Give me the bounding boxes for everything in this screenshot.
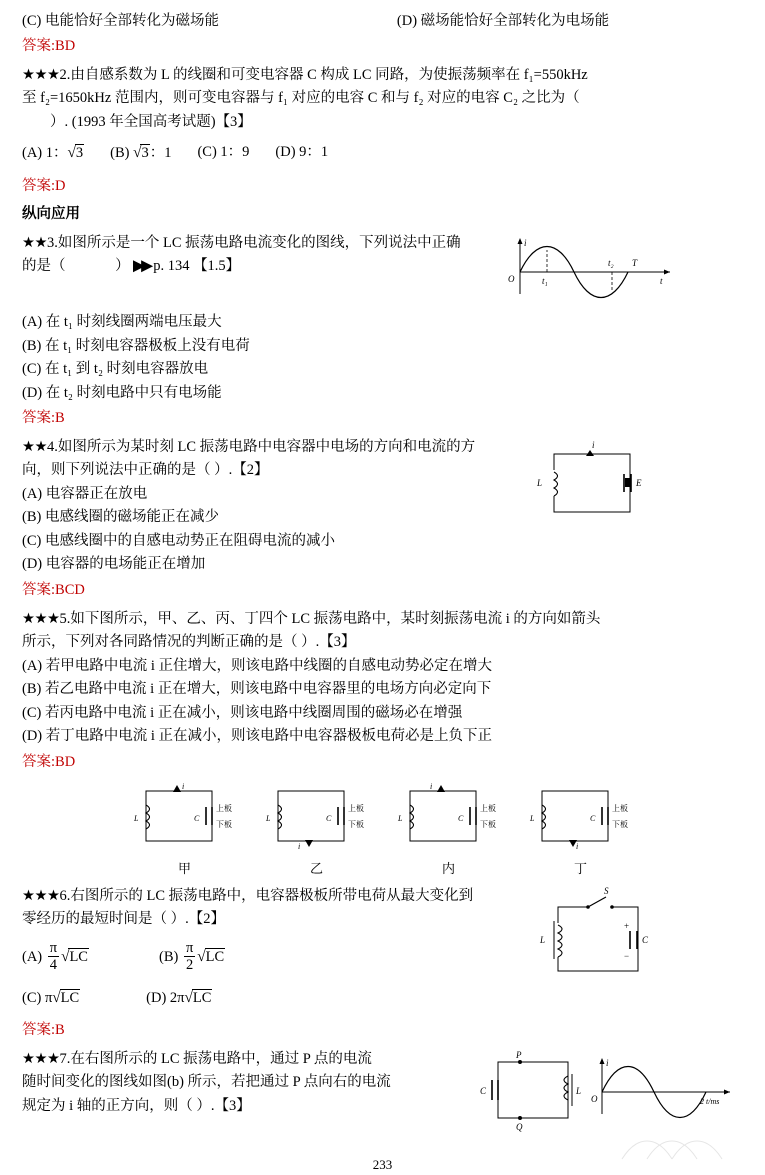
- q5-option-a: (A) 若甲电路中电流 i 正住增大，则该电路中线圈的自感电动势必定在增大: [22, 657, 493, 674]
- question-7: [22, 1048, 743, 1141]
- q5-option-b: (B) 若乙电路中电流 i 正在增大，则该电路中电容器里的电场方向必定向下: [22, 681, 492, 698]
- svg-text:T: T: [632, 257, 638, 268]
- q6-option-d: [146, 986, 212, 1010]
- q3-option-b: (B) 在 t₁ 时刻电容器极板上没有电荷: [22, 337, 250, 354]
- answer-q5: [22, 751, 743, 773]
- q2-line1: [22, 64, 743, 86]
- svg-text:上板: 上板: [479, 804, 496, 814]
- top-option-d: (D) 磁场能恰好全部转化为电场能: [396, 13, 610, 29]
- q6-option-b-denominator: 2: [184, 956, 195, 974]
- q3-option-c: (C) 在 t₁ 到 t₂ 时刻电容器放电: [22, 361, 209, 378]
- q2-option-c: (C) 1：9: [197, 144, 250, 161]
- answer-q2: [22, 175, 743, 197]
- svg-text:L: L: [540, 934, 546, 945]
- sqrt-icon: √3: [133, 144, 149, 162]
- svg-text:L: L: [397, 814, 402, 824]
- q6-option-a: [22, 941, 89, 974]
- q6-option-b: [159, 941, 225, 974]
- page-number: 233: [372, 1157, 393, 1173]
- answer-label: 答案:: [22, 410, 56, 427]
- question-2: [22, 64, 743, 197]
- q4-number: 4.: [47, 438, 58, 455]
- q5-figures: [22, 779, 743, 879]
- svg-text:Q: Q: [516, 1121, 523, 1132]
- svg-text:O: O: [508, 273, 515, 284]
- q7-line3: 规定为 i 轴的正方向，则（ ）.【3】: [22, 1097, 251, 1114]
- q5-figure-2: [254, 779, 380, 879]
- svg-text:C: C: [193, 814, 199, 824]
- q5-line1: [22, 608, 743, 630]
- lc-circuit-and-graph: [472, 1048, 742, 1134]
- svg-text:C: C: [642, 934, 649, 945]
- q2-number: 2.: [59, 66, 71, 83]
- q2-option-d: (D) 9：1: [275, 144, 329, 161]
- q3-line2: [22, 255, 492, 277]
- question-3: [22, 232, 743, 430]
- q6-options-row2: [22, 986, 522, 1010]
- sqrt-icon: √LC: [197, 947, 225, 965]
- answer-value: D: [55, 177, 66, 194]
- q5-option-c: (C) 若丙电路中电流 i 正在减小，则该电路中线圈周围的磁场必在增强: [22, 704, 463, 721]
- q4-figure: [532, 436, 652, 535]
- q6-option-a-prefix: (A): [22, 948, 46, 965]
- svg-text:L: L: [576, 1085, 582, 1096]
- q3-line1: [22, 232, 492, 254]
- q6-option-a-radicand: LC: [69, 948, 88, 965]
- q6-option-a-numerator: π: [49, 939, 58, 956]
- answer-q6: [22, 1019, 743, 1041]
- svg-text:i: i: [575, 842, 578, 852]
- q3-reference: p. 134 【1.5】: [153, 258, 241, 275]
- q4-option-c: (C) 电感线圈中的自感电动势正在阻碍电流的减小: [22, 532, 335, 549]
- svg-text:i: i: [592, 439, 595, 450]
- lc-circuit-jia: [122, 779, 248, 853]
- current-waveform-graph: [502, 232, 677, 304]
- top-options-row: [22, 10, 743, 32]
- lc-circuit-bing: [386, 779, 512, 853]
- svg-text:E: E: [636, 477, 642, 488]
- svg-text:C: C: [480, 1085, 487, 1096]
- q4-option-a: (A) 电容器正在放电: [22, 485, 148, 502]
- svg-text:下板: 下板: [479, 820, 496, 830]
- svg-text:C: C: [589, 814, 595, 824]
- q6-option-a-denominator: 4: [48, 956, 59, 974]
- q5-stars: ★★★: [22, 610, 60, 627]
- q2-text1: 由自感系数为 L 的线圈和可变电容器 C 构成 LC 同路，为使振荡频率在 f₁=550kHz: [70, 66, 588, 83]
- svg-text:i: i: [606, 1057, 609, 1068]
- svg-text:O: O: [591, 1093, 598, 1104]
- answer-label: 答案:: [22, 38, 56, 55]
- svg-text:t₁: t₁: [542, 275, 548, 286]
- sqrt-icon: √3: [67, 144, 84, 162]
- q4-stars: ★★: [22, 438, 47, 455]
- svg-text:上板: 上板: [215, 804, 232, 814]
- q2-option-a-label: (A) 1：: [22, 145, 68, 162]
- q5-figure-4-caption: 丁: [573, 860, 587, 876]
- q6-option-b-numerator: π: [185, 939, 194, 956]
- q6-option-c-radicand: LC: [60, 989, 80, 1006]
- top-option-c: (C) 电能恰好全部转化为磁场能: [22, 13, 219, 29]
- q7-line1: [22, 1048, 462, 1070]
- q6-line1: [22, 885, 522, 907]
- q3-text1: 如图所示是一个 LC 振荡电路电流变化的图线，下列说法中正确: [57, 234, 461, 251]
- svg-text:C: C: [325, 814, 331, 824]
- answer-value: BD: [55, 38, 76, 55]
- question-5: [22, 608, 743, 879]
- q6-figure: [532, 885, 662, 1002]
- q2-options: [22, 141, 743, 165]
- q7-text-col: [22, 1048, 462, 1118]
- q7-line2: 随时间变化的图线如图(b) 所示，若把通过 P 点向右的电流: [22, 1074, 391, 1091]
- svg-text:L: L: [529, 814, 534, 824]
- q2-option-a-radicand: 3: [75, 145, 84, 162]
- q2-option-a: [22, 141, 84, 165]
- svg-text:C: C: [457, 814, 463, 824]
- svg-text:i: i: [524, 237, 527, 248]
- q4-option-d: (D) 电容器的电场能正在增加: [22, 556, 206, 573]
- q6-option-d-prefix: (D) 2π: [146, 989, 185, 1006]
- svg-text:下板: 下板: [215, 820, 232, 830]
- sqrt-icon: √LC: [61, 947, 88, 965]
- q6-options-row1: [22, 941, 522, 974]
- q2-option-b: [110, 141, 171, 165]
- section-title: 纵向应用: [22, 206, 80, 223]
- q5-number: 5.: [59, 610, 71, 627]
- q6-number: 6.: [59, 887, 71, 904]
- svg-text:L: L: [133, 814, 138, 824]
- q6-stars: ★★★: [22, 887, 60, 904]
- q7-text1: 在右图所示的 LC 振荡电路中，通过 P 点的电流: [70, 1050, 372, 1067]
- sqrt-icon: √LC: [52, 988, 80, 1006]
- answer-q3: [22, 407, 743, 429]
- svg-text:S: S: [604, 885, 609, 896]
- svg-text:下板: 下板: [611, 820, 628, 830]
- svg-text:i: i: [429, 782, 432, 792]
- q3-number: 3.: [47, 234, 58, 251]
- svg-text:P: P: [516, 1049, 522, 1060]
- q6-line2: 零经历的最短时间是（ ）.【2】: [22, 911, 225, 928]
- question-4: [22, 436, 743, 602]
- q6-option-c-prefix: (C) π: [22, 989, 53, 1006]
- q6-option-c: [22, 986, 80, 1010]
- lc-circuit-yi: [254, 779, 380, 853]
- q5-figure-1-caption: 甲: [177, 860, 191, 876]
- q3-option-d: (D) 在 t₂ 时刻电路中只有电场能: [22, 384, 222, 401]
- question-6: [22, 885, 743, 1042]
- q3-text-col: [22, 232, 492, 279]
- svg-text:L: L: [537, 477, 543, 488]
- svg-text:上板: 上板: [611, 804, 628, 814]
- q5-figure-3: [386, 779, 512, 879]
- q4-option-b: (B) 电感线圈的磁场能正在减少: [22, 509, 219, 526]
- q3-figure: [502, 232, 677, 311]
- q5-figure-4: [518, 779, 644, 879]
- svg-text:−: −: [624, 950, 630, 961]
- q4-text1: 如图所示为某时刻 LC 振荡电路中电容器中电场的方向和电流的方: [57, 438, 476, 455]
- q5-figure-3-caption: 内: [441, 860, 455, 876]
- answer-label: 答案:: [22, 753, 56, 770]
- q4-line1: [22, 436, 522, 458]
- q5-text1: 如下图所示，甲、乙、丙、丁四个 LC 振荡电路中，某时刻振荡电流 i 的方向如箭头: [70, 610, 601, 627]
- q3-option-a: (A) 在 t₁ 时刻线圈两端电压最大: [22, 314, 222, 331]
- q6-option-d-radicand: LC: [192, 989, 212, 1006]
- q5-option-d: (D) 若丁电路中电流 i 正在减小，则该电路中电容器极板电荷必是上负下正: [22, 728, 493, 745]
- lc-circuit-ding: [518, 779, 644, 853]
- answer-value: B: [55, 410, 65, 427]
- q7-number: 7.: [59, 1050, 71, 1067]
- svg-text:2 t/ms: 2 t/ms: [700, 1096, 720, 1106]
- q6-option-b-radicand: LC: [205, 948, 225, 965]
- q5-line2: 所示，下列对各同路情况的判断正确的是（ ）.【3】: [22, 634, 356, 651]
- sqrt-icon: √LC: [184, 988, 212, 1006]
- q2-option-b-radicand: 3: [141, 145, 149, 162]
- q2-stars: ★★★: [22, 66, 60, 83]
- q4-line2: 向，则下列说法中正确的是（ ）.【2】: [22, 462, 269, 479]
- q7-stars: ★★★: [22, 1050, 60, 1067]
- q4-text-col: [22, 436, 522, 577]
- fraction-pi-over-4: [48, 941, 59, 974]
- q3-stars: ★★: [22, 234, 47, 251]
- q7-figure: [472, 1048, 742, 1141]
- svg-text:t: t: [660, 275, 663, 286]
- answer-value: B: [55, 1022, 65, 1039]
- svg-text:上板: 上板: [347, 804, 364, 814]
- q3-text2-pre: 的是（: [22, 258, 66, 275]
- q6-option-b-prefix: (B): [158, 948, 182, 965]
- svg-text:L: L: [265, 814, 270, 824]
- q3-text2-mid: ）: [115, 258, 130, 275]
- q2-option-b-prefix: (B): [110, 145, 134, 162]
- q5-figure-1: [122, 779, 248, 879]
- answer-label: 答案:: [22, 1022, 56, 1039]
- q6-text1: 右图所示的 LC 振荡电路中，电容器极板所带电荷从最大变化到: [70, 887, 474, 904]
- answer-q1: [22, 35, 743, 57]
- svg-text:i: i: [297, 842, 300, 852]
- answer-label: 答案:: [22, 177, 56, 194]
- fraction-pi-over-2: [184, 941, 195, 974]
- q5-figure-2-caption: 乙: [309, 860, 323, 876]
- svg-text:+: +: [624, 920, 630, 931]
- lc-circuit-diagram: [532, 436, 652, 528]
- q6-text-col: [22, 885, 522, 1009]
- lc-circuit-with-switch: [532, 885, 662, 995]
- answer-label: 答案:: [22, 582, 56, 599]
- answer-q4: [22, 579, 743, 601]
- svg-text:i: i: [181, 782, 184, 792]
- svg-text:下板: 下板: [347, 820, 364, 830]
- q2-option-b-suffix: ：1: [149, 145, 172, 162]
- answer-value: BD: [55, 753, 76, 770]
- arrow-badge-icon: ▶▶: [133, 258, 150, 275]
- q2-line3: ）. (1993 年全国高考试题)【3】: [50, 113, 252, 130]
- svg-text:t₂: t₂: [608, 257, 614, 268]
- answer-value: BCD: [55, 582, 85, 599]
- q2-line2: 至 f₂=1650kHz 范围内，则可变电容器与 f₁ 对应的电容 C 和与 f₂ 对应的电容 C₂ 之比为（: [22, 90, 580, 107]
